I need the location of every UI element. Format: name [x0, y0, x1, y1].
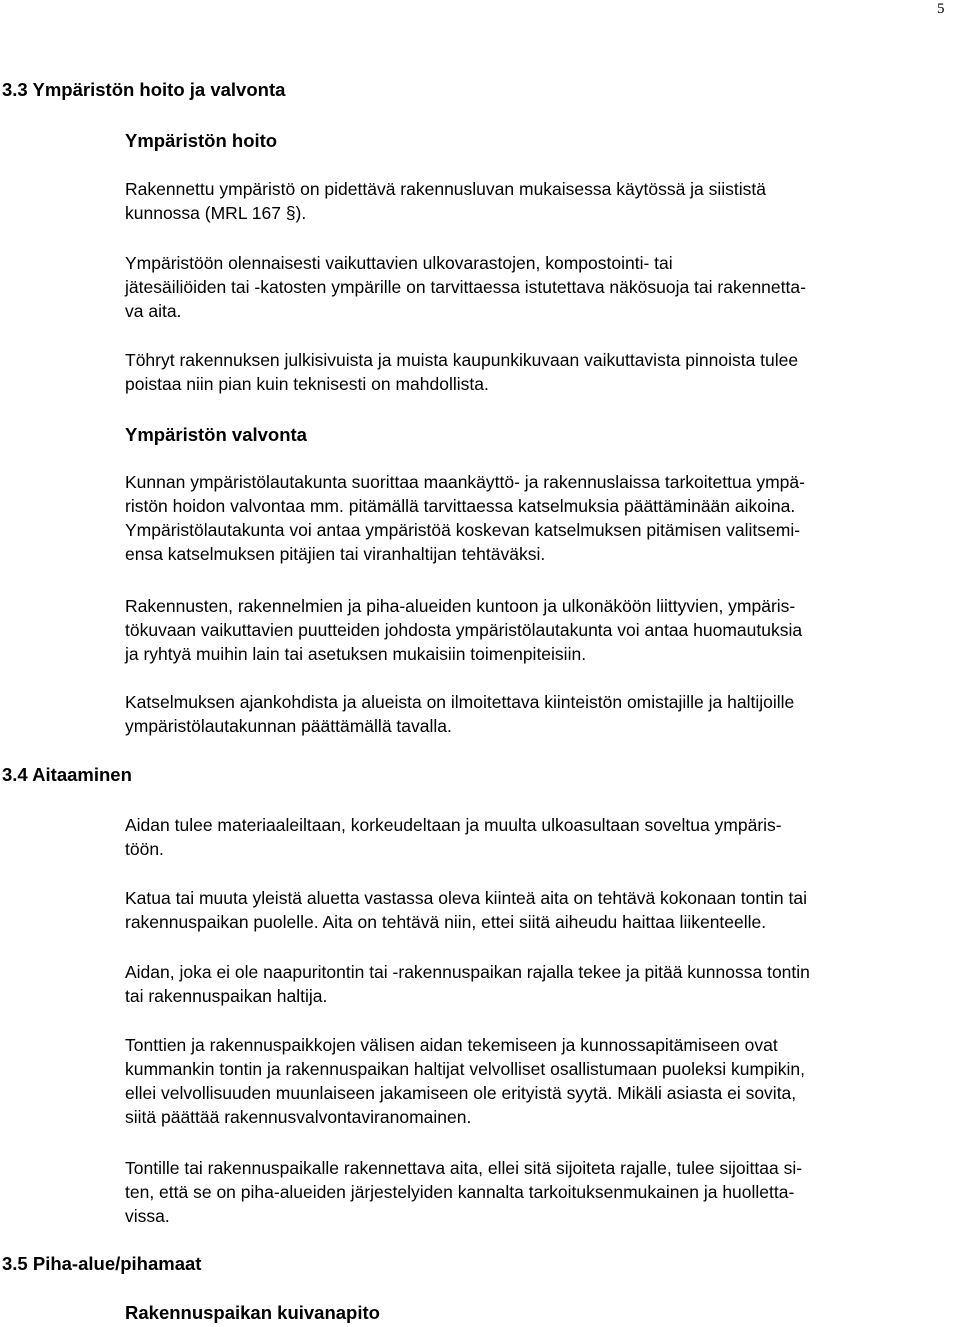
text-line: Ympäristöön olennaisesti vaikuttavien ulkovarastojen, kompostointi- tai — [125, 253, 673, 273]
section-heading-3-3: 3.3 Ympäristön hoito ja valvonta — [2, 79, 286, 100]
subheading-rakennuspaikan-kuivanapito: Rakennuspaikan kuivanapito — [125, 1302, 380, 1323]
text-line: siitä päättää rakennusvalvontaviranomainen. — [125, 1107, 472, 1127]
paragraph-4 — [125, 470, 960, 566]
text-line: Katselmuksen ajankohdista ja alueista on ilmoitettava kiinteistön omistajille ja haltijoille — [125, 692, 795, 712]
paragraph-3 — [125, 348, 960, 396]
text-line: ellei velvollisuuden muunlaiseen jakamiseen ole erityistä syytä. Mikäli asiasta ei sovita, — [125, 1083, 797, 1103]
text-line: Aidan tulee materiaaleiltaan, korkeudeltaan ja muulta ulkoasultaan soveltua ympäris- — [125, 815, 782, 835]
paragraph-7 — [125, 813, 960, 861]
text-line: ensa katselmuksen pitäjien tai viranhaltijan tehtäväksi. — [125, 544, 546, 564]
text-line: Kunnan ympäristölautakunta suorittaa maankäyttö- ja rakennuslaissa tarkoitettua ympä- — [125, 472, 805, 492]
text-line: Ympäristölautakunta voi antaa ympäristöä koskevan katselmuksen pitämisen valitsemi- — [125, 520, 801, 540]
section-heading-3-4: 3.4 Aitaaminen — [2, 764, 132, 785]
text-line: töön. — [125, 839, 164, 859]
text-line: ja ryhtyä muihin lain tai asetuksen mukaisiin toimenpiteisiin. — [125, 644, 587, 664]
text-line: Tonttien ja rakennuspaikkojen välisen aidan tekemiseen ja kunnossapitämiseen ovat — [125, 1035, 778, 1055]
paragraph-8 — [125, 886, 960, 934]
paragraph-9 — [125, 960, 960, 1008]
text-line: poistaa niin pian kuin teknisesti on mahdollista. — [125, 374, 489, 394]
subheading-ymparistön-hoito: Ympäristön hoito — [125, 130, 278, 151]
subheading-ymparistön-valvonta: Ympäristön valvonta — [125, 424, 307, 445]
text-line: ympäristölautakunnan päättämällä tavalla. — [125, 716, 452, 736]
paragraph-1 — [125, 177, 960, 225]
paragraph-2 — [125, 251, 960, 323]
text-line: kunnossa (MRL 167 §). — [125, 203, 307, 223]
text-line: ristön hoidon valvontaa mm. pitämällä tarvittaessa katselmuksia päättäminään aikoina. — [125, 496, 796, 516]
page-number: 5 — [937, 1, 945, 17]
text-line: va aita. — [125, 301, 182, 321]
text-line: kummankin tontin ja rakennuspaikan haltijat velvolliset osallistumaan puoleksi kumpikin, — [125, 1059, 805, 1079]
paragraph-5 — [125, 594, 960, 666]
text-line: Rakennusten, rakennelmien ja piha-alueiden kuntoon ja ulkonäköön liittyvien, ympäris- — [125, 596, 796, 616]
text-line: tai rakennuspaikan haltija. — [125, 986, 328, 1006]
paragraph-11 — [125, 1156, 960, 1228]
paragraph-10 — [125, 1033, 960, 1129]
text-line: vissa. — [125, 1206, 170, 1226]
section-heading-3-5: 3.5 Piha-alue/pihamaat — [2, 1253, 202, 1274]
text-line: ten, että se on piha-alueiden järjestelyiden kannalta tarkoituksenmukainen ja huolletta- — [125, 1182, 795, 1202]
text-line: Katua tai muuta yleistä aluetta vastassa oleva kiinteä aita on tehtävä kokonaan tontin tai — [125, 888, 807, 908]
text-line: Aidan, joka ei ole naapuritontin tai -rakennuspaikan rajalla tekee ja pitää kunnossa tontin — [125, 962, 810, 982]
text-line: Töhryt rakennuksen julkisivuista ja muista kaupunkikuvaan vaikuttavista pinnoista tulee — [125, 350, 799, 370]
text-line: jätesäiliöiden tai -katosten ympärille on tarvittaessa istutettava näkösuoja tai rakennetta- — [125, 277, 806, 297]
text-line: rakennuspaikan puolelle. Aita on tehtävä niin, ettei siitä aiheudu haittaa liikenteelle. — [125, 912, 767, 932]
text-line: tökuvaan vaikuttavien puutteiden johdosta ympäristölautakunta voi antaa huomautuksia — [125, 620, 803, 640]
text-line: Tontille tai rakennuspaikalle rakennettava aita, ellei sitä sijoiteta rajalle, tulee sijoittaa si- — [125, 1158, 803, 1178]
paragraph-6 — [125, 690, 960, 738]
text-line: Rakennettu ympäristö on pidettävä rakennusluvan mukaisessa käytössä ja siististä — [125, 179, 767, 199]
